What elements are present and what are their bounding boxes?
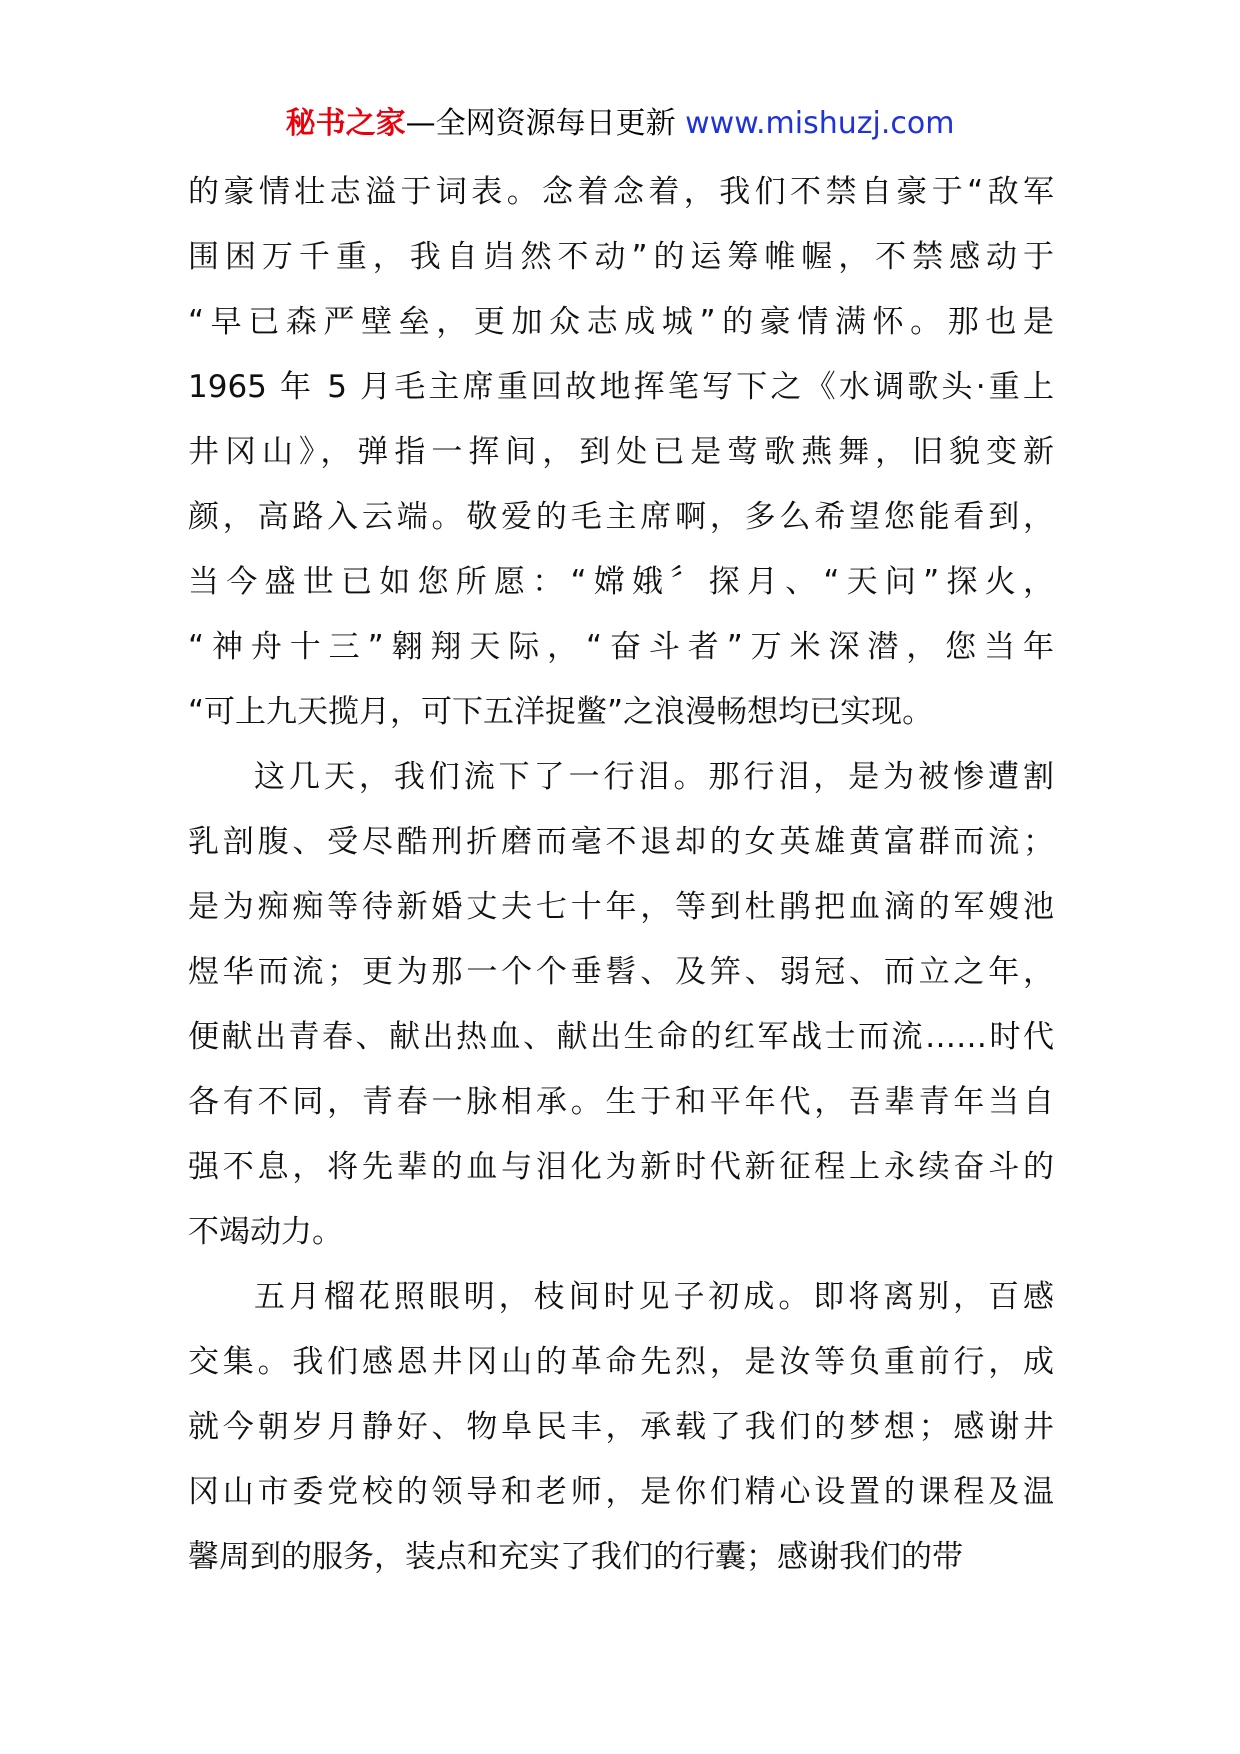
text-line: 的豪情壮志溢于词表。念着念着，我们不禁自豪于“敌军	[188, 174, 1054, 210]
document-body	[188, 160, 1054, 1590]
text-line: 1965 年 5 月毛主席重回故地挥笔写下之《水调歌头·重上	[188, 369, 1054, 405]
paragraph	[188, 160, 1054, 745]
text-line: 冈山市委党校的领导和老师，是你们精心设置的课程及温	[188, 1474, 1054, 1510]
site-brand: 秘书之家	[285, 106, 406, 141]
site-header	[0, 100, 1240, 148]
text-line: 当今盛世已如您所愿：“嫦娥〞探月、“天问”探火，	[188, 564, 1054, 600]
text-line: 是为痴痴等待新婚丈夫七十年，等到杜鹃把血滴的军嫂池	[188, 889, 1054, 925]
text-line: 井冈山》，弹指一挥间，到处已是莺歌燕舞，旧貌变新	[188, 434, 1054, 470]
text-line: 便献出青春、献出热血、献出生命的红军战士而流……时代	[188, 1019, 1054, 1055]
site-tagline: —全网资源每日更新	[405, 106, 686, 141]
text-line: 颜，高路入云端。敬爱的毛主席啊，多么希望您能看到，	[188, 499, 1054, 535]
text-line: 不竭动力。	[188, 1214, 343, 1250]
text-line: “早已森严壁垒，更加众志成城”的豪情满怀。那也是	[188, 304, 1054, 340]
text-line: 各有不同，青春一脉相承。生于和平年代，吾辈青年当自	[188, 1084, 1054, 1120]
text-line: 强不息，将先辈的血与泪化为新时代新征程上永续奋斗的	[188, 1149, 1054, 1185]
text-line: 交集。我们感恩井冈山的革命先烈，是汝等负重前行，成	[188, 1344, 1054, 1380]
text-line: 乳剖腹、受尽酷刑折磨而毫不退却的女英雄黄富群而流；	[188, 824, 1054, 860]
paragraph	[188, 1265, 1054, 1590]
paragraph	[188, 745, 1054, 1265]
text-line: 就今朝岁月静好、物阜民丰，承载了我们的梦想；感谢井	[188, 1409, 1054, 1445]
text-line: 煜华而流；更为那一个个垂髫、及笄、弱冠、而立之年，	[188, 954, 1054, 990]
text-line: 围困万千重，我自岿然不动”的运筹帷幄，不禁感动于	[188, 239, 1054, 275]
text-line: “可上九天揽月，可下五洋捉鳖”之浪漫畅想均已实现。	[188, 694, 934, 730]
text-line: “神舟十三”翱翔天际，“奋斗者”万米深潜，您当年	[188, 629, 1054, 665]
text-line: 五月榴花照眼明，枝间时见子初成。即将离别，百感	[254, 1279, 1054, 1315]
text-line: 馨周到的服务，装点和充实了我们的行囊；感谢我们的带	[188, 1539, 963, 1575]
site-url[interactable]: www.mishuzj.com	[685, 106, 955, 141]
text-line: 这几天，我们流下了一行泪。那行泪，是为被惨遭割	[254, 759, 1054, 795]
